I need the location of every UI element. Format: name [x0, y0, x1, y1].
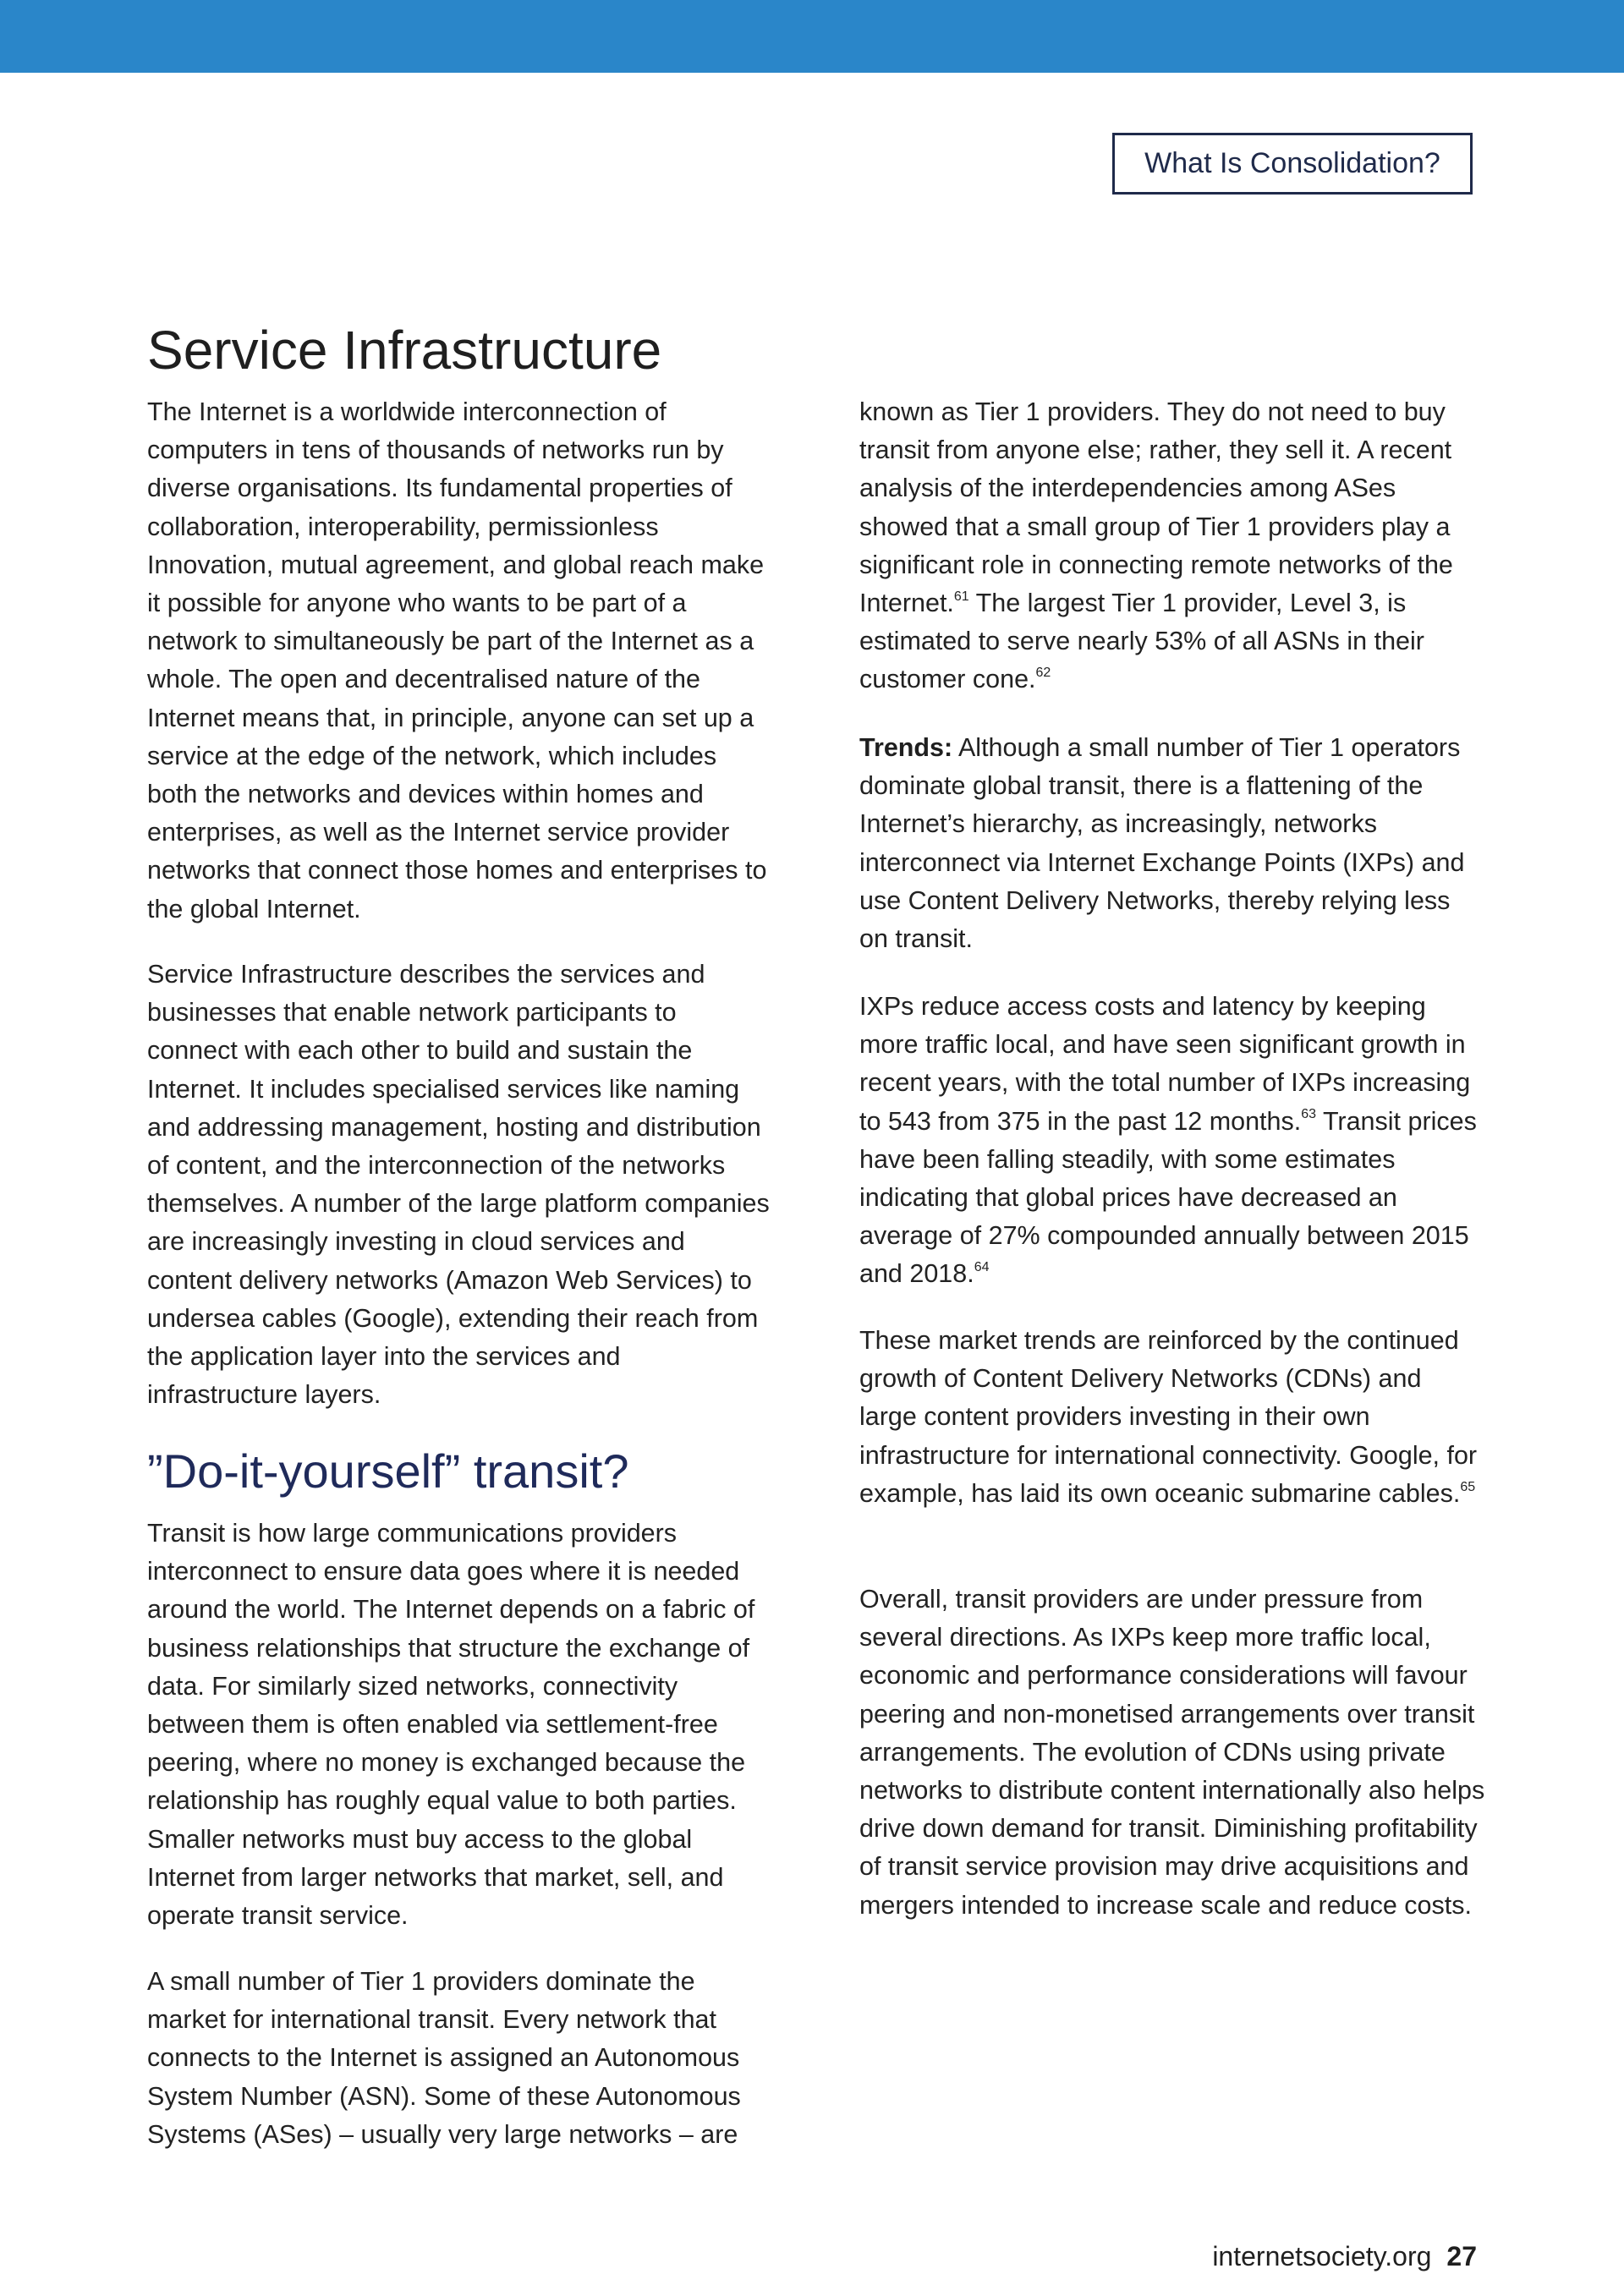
- footnote-63: 63: [1301, 1107, 1317, 1122]
- page-footer: [1212, 2241, 1477, 2272]
- trends-label: Trends:: [859, 733, 953, 762]
- footnote-61: 61: [953, 589, 969, 604]
- left-paragraph-1: The Internet is a worldwide interconnection of computers in tens of thousands of networks run by diverse organisations. Its fundamental properties of collaboration, interoperability, permissionless Innovation, mutual agreement, and global reach make it possible for anyone who wants to be part of a network to simultaneously be part of the Internet as a whole. The open and decentralised nature of the Internet means that, in principle, anyone can set up a service at the edge of the network, which includes both the networks and devices within homes and enterprises, as well as the Internet service provider networks that connect those homes and enterprises to the global Internet.: [147, 397, 767, 923]
- left-paragraph-4: A small number of Tier 1 providers dominate the market for international transit. Every network that connects to the Internet is assigned an Autonomous System Number (ASN). Some of these Autonomous Systems (ASes) – usually very large networks – are: [147, 1967, 741, 2149]
- top-color-bar: [0, 0, 1624, 73]
- right-paragraph-2: [859, 729, 1485, 958]
- right-p1-text-b: The largest Tier 1 provider, Level 3, is estimated to serve nearly 53% of all ASNs in their customer cone.: [859, 589, 1424, 694]
- right-p3-text-a: IXPs reduce access costs and latency by keeping more traffic local, and have seen significant growth in recent years, with the total number of IXPs increasing to 543 from 375 in the past 12 months.: [859, 992, 1471, 1136]
- page-number: 27: [1446, 2241, 1477, 2271]
- page-title: Service Infrastructure: [147, 320, 662, 381]
- right-p4-text: These market trends are reinforced by the continued growth of Content Delivery Networks (CDNs) and large content providers investing in their own infrastructure for international connectivity. Google, for example, has laid its own oceanic submarine cables.: [859, 1326, 1478, 1508]
- right-paragraph-3: [859, 988, 1485, 1294]
- right-p1-text-a: known as Tier 1 providers. They do not need to buy transit from anyone else; rather, they sell it. A recent analysis of the interdependencies among ASes showed that a small group of Tier 1 providers play a significant role in connecting remote networks of the Internet.: [859, 397, 1453, 618]
- right-paragraph-1: [859, 393, 1485, 699]
- footer-site: internetsociety.org: [1212, 2241, 1432, 2271]
- right-paragraph-5: Overall, transit providers are under pressure from several directions. As IXPs keep more traffic local, economic and performance considerations will favour peering and non-monetised arrangements over transit arrangements. The evolution of CDNs using private networks to distribute content internationally also helps drive down demand for transit. Diminishing profitability of transit service provision may drive acquisitions and mergers intended to increase scale and reduce costs.: [859, 1585, 1485, 1920]
- right-p2-text: Although a small number of Tier 1 operators dominate global transit, there is a flattening of the Internet’s hierarchy, as increasingly, networks interconnect via Internet Exchange Points (IXPs) and use Content Delivery Networks, thereby relying less on transit.: [859, 733, 1465, 954]
- footnote-64: 64: [974, 1260, 990, 1275]
- left-paragraph-2: Service Infrastructure describes the services and businesses that enable network participants to connect with each other to build and sustain the Internet. It includes specialised services like naming and addressing management, hosting and distribution of content, and the interconnection of the networks themselves. A number of the large platform companies are increasingly investing in cloud services and content delivery networks (Amazon Web Services) to undersea cables (Google), extending their reach from the application layer into the services and infrastructure layers.: [147, 960, 770, 1410]
- right-paragraph-4: [859, 1322, 1485, 1513]
- footnote-62: 62: [1035, 666, 1051, 681]
- section-tag-label: What Is Consolidation?: [1144, 147, 1440, 179]
- left-paragraph-3: Transit is how large communications providers interconnect to ensure data goes where it is needed around the world. The Internet depends on a fabric of business relationships that structure the exchange of data. For similarly sized networks, connectivity between them is often enabled via settlement-free peering, where no money is exchanged because the relationship has roughly equal value to both parties. Smaller networks must buy access to the global Internet from larger networks that market, sell, and operate transit service.: [147, 1519, 755, 1931]
- section-tag: [1112, 133, 1473, 195]
- right-p3-text-b: Transit prices have been falling steadily, with some estimates indicating that global prices have decreased an average of 27% compounded annually between 2015 and 2018.: [859, 1106, 1477, 1289]
- footnote-65: 65: [1460, 1479, 1476, 1494]
- section-subhead: ”Do-it-yourself” transit?: [147, 1444, 629, 1498]
